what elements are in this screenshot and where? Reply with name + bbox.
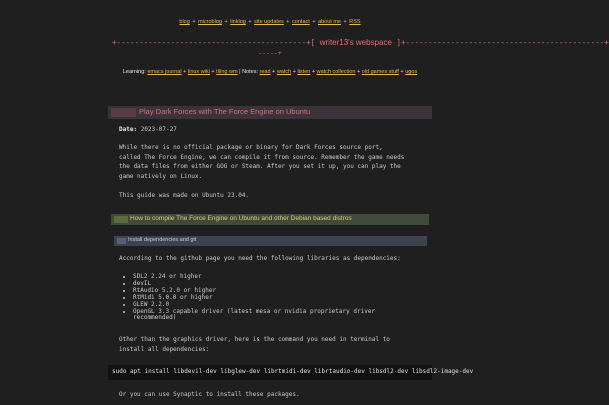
list-item-text: recommended) [133, 314, 177, 322]
notes-link-old-games-stuff[interactable]: old games stuff [361, 69, 399, 75]
list-item: • RtAudio 5.2.0 or higher [133, 288, 423, 295]
command-intro-line: Other than the graphics driver, here is the command you need in terminal to [119, 336, 390, 343]
notes-link-read[interactable]: read [259, 69, 271, 75]
notes-link-watch-collection[interactable]: watch collection [316, 69, 356, 75]
top-nav [0, 19, 540, 25]
nav-link-site-updates[interactable]: site updates [254, 19, 284, 25]
list-item: • SDL2 2.24 or higher [133, 274, 423, 281]
banner-bottom-rule: -----+ [258, 49, 282, 57]
section-heading-bar [111, 214, 429, 225]
list-item-text: OpenGL 3.3 capable driver (latest mesa or nvidia proprietary driver [133, 307, 376, 315]
command-intro [119, 335, 429, 354]
article-date [119, 125, 429, 135]
list-item [133, 309, 423, 323]
learning-link-emacs-journal[interactable]: emacs journal [147, 69, 182, 75]
intro-line: game natively on Linux. [119, 172, 203, 180]
nav-link-about-me[interactable]: about me [318, 19, 341, 25]
section-heading: How to compile The Force Engine on Ubuntu and other Debian based distros [130, 215, 352, 222]
nav-separator: + [224, 19, 228, 25]
list-item: • devIL [133, 281, 423, 288]
deps-intro: According to the github page you need the following libraries as dependencies: [119, 255, 401, 262]
nav-separator: + [343, 19, 347, 25]
nav-link-linklog[interactable]: linklog [230, 19, 246, 25]
site-banner [112, 38, 609, 47]
learning-nav: Learning: emacs journal + linux wiki + tiling wm | Notes: read + watch + listen + watch collection + old games stuff + ugos [122, 69, 418, 75]
nav-link-contact[interactable]: contact [292, 19, 310, 25]
intro-line: the data files from either GOG or Steam. After you set it up, you can play the [119, 163, 401, 171]
site-title: writer13's webspace [319, 38, 392, 47]
learning-link-linux-wiki[interactable]: linux wiki [187, 69, 210, 75]
nav-link-microblog[interactable]: microblog [198, 19, 222, 25]
command-intro-line: install all dependencies: [119, 345, 210, 353]
notes-link-watch[interactable]: watch [276, 69, 292, 75]
notes-link-ugos[interactable]: ugos [405, 69, 418, 75]
intro-line: called The Force Engine, we can compile it from source. Remember the game needs [119, 153, 405, 161]
banner-left-rule: +------------------------------------------+[ [112, 38, 316, 47]
install-command[interactable]: sudo apt install libdevil-dev libglew-dev librtmidi-dev librtaudio-dev libsdl2-dev libsdl2-image-dev [112, 368, 474, 375]
nav-link-blog[interactable]: blog [179, 19, 190, 25]
learning-label: Learning: [122, 69, 146, 75]
nav-separator: + [192, 19, 196, 25]
guide-note: This guide was made on Ubuntu 23.04. [119, 192, 250, 199]
heading-marker [114, 216, 128, 223]
nav-separator: + [286, 19, 290, 25]
dependency-list [122, 274, 423, 322]
subsection-heading-bar [114, 236, 427, 246]
article-title-bar [108, 106, 432, 119]
heading-marker [117, 238, 126, 244]
article-title: Play Dark Forces with The Force Engine on Ubuntu [139, 107, 311, 116]
date-label: Date: [119, 126, 138, 133]
synaptic-note: Or you can use Synaptic to install these packages. [119, 391, 300, 398]
code-block[interactable] [108, 365, 474, 380]
nav-link-rss[interactable]: RSS [349, 19, 361, 25]
subsection-heading: Install dependencies and git [128, 237, 197, 243]
learning-link-tiling-wm[interactable]: tiling wm [216, 69, 238, 75]
notes-link-listen[interactable]: listen [297, 69, 311, 75]
list-item: • GLEW 2.2.0 [133, 302, 423, 309]
list-item: • RtMidi 5.0.0 or higher [133, 295, 423, 302]
nav-separator: + [248, 19, 252, 25]
notes-label: Notes: [242, 69, 258, 75]
date-value: 2023-07-27 [140, 126, 177, 133]
nav-separator: + [312, 19, 316, 25]
intro-line: While there is no official package or binary for Dark Forces source port, [119, 144, 383, 151]
banner-right-rule: ]+--------------------------------------------+ [396, 38, 609, 47]
heading-marker [111, 108, 136, 117]
intro-paragraph [119, 143, 429, 181]
